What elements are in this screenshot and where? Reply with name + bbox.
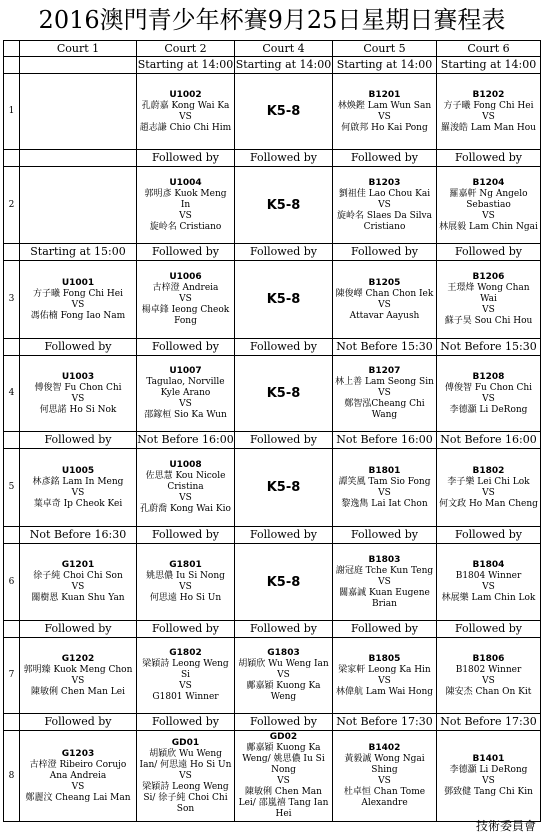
match-cell [437,638,541,714]
versus-label: VS [71,299,85,310]
time-info-cell: Followed by [333,150,437,167]
match-cell [137,356,235,432]
time-info-cell: Followed by [235,339,333,356]
player-two: 何思諾 Ho Si Nok [39,404,117,415]
match-cell [333,731,437,822]
match-row [4,544,541,621]
match-cell [437,449,541,527]
player-one: 劉祖佳 Lao Chou Kai [338,188,431,199]
match-code: B1804 [472,560,505,570]
time-info-cell: Starting at 14:00 [437,57,541,74]
row-number: 4 [4,356,20,432]
match-code: B1206 [472,272,505,282]
time-info-cell: Followed by [20,714,137,731]
time-info-cell: Followed by [235,150,333,167]
info-gutter-cell [4,150,20,167]
time-info-cell: Followed by [437,621,541,638]
match-cell [437,74,541,150]
match-cell [437,167,541,244]
time-info-cell: Not Before 15:30 [333,339,437,356]
player-one: 古梓澄 Andreia [152,283,219,293]
match-code: B1207 [368,366,401,376]
match-cell [137,167,235,244]
time-info-cell: Starting at 14:00 [235,57,333,74]
court-header: Court 5 [333,41,437,57]
time-info-row [4,57,541,74]
versus-label: VS [179,294,192,304]
time-info-cell: Followed by [20,621,137,638]
time-info-cell: Not Before 16:00 [137,432,235,449]
schedule-table [3,40,541,822]
match-code: GD01 [171,737,200,748]
time-info-cell: Followed by [20,432,137,449]
match-cell [333,544,437,621]
player-one: 林彥銘 Lam In Meng [32,476,124,487]
match-row [4,731,541,822]
match-code: G1803 [267,648,300,658]
versus-label: VS [378,299,391,310]
match-code: U1004 [169,177,202,188]
player-two: 林偉航 Lam Wai Hong [336,686,433,697]
versus-label: VS [482,210,495,221]
time-info-cell: Not Before 15:30 [437,339,541,356]
page-title: 2016澳門青少年杯賽9月25日星期日賽程表 [38,6,506,34]
time-info-cell: Followed by [437,150,541,167]
player-one: 黃毅誠 Wong Ngai Shing [344,754,425,775]
row-number: 6 [4,544,20,621]
time-info-cell: Not Before 16:00 [333,432,437,449]
player-two: 陳敏俐 Chen Man Lei/ 邵嵐禧 Tang Ian Hei [238,787,329,819]
versus-label: VS [71,781,85,792]
match-row [4,356,541,432]
match-cell [137,731,235,822]
match-cell [137,449,235,527]
time-info-cell: Starting at 15:00 [20,244,137,261]
player-two: 何文政 Ho Man Cheng [439,498,538,509]
match-cell [20,638,137,714]
time-info-cell: Followed by [137,244,235,261]
versus-label: VS [179,210,192,221]
match-row [4,261,541,339]
player-two: 梁穎詩 Leong Weng Si/ 徐子純 Choi Chi Son [142,781,229,814]
player-one: 謝冠庭 Tche Kun Teng [335,565,434,576]
match-cell [20,731,137,822]
match-code: GD02 [269,732,298,742]
player-one: 梁家軒 Leong Ka Hin [338,664,431,675]
player-two: 羅浚皓 Lam Man Hou [441,122,536,133]
row-number: 8 [4,731,20,822]
time-info-cell: Followed by [437,244,541,261]
time-info-cell: Followed by [137,150,235,167]
player-two: 旋岭名 Slaes Da Silva Cristiano [337,210,432,232]
match-cell [235,449,333,527]
match-cell [333,449,437,527]
match-cell [137,638,235,714]
match-cell [333,356,437,432]
match-bracket-label: K5-8 [266,292,301,307]
court-header: Court 6 [437,41,541,57]
time-info-cell: Starting at 14:00 [333,57,437,74]
player-one: 郭明臻 Kuok Meng Chon [23,664,133,675]
player-two: 林展毅 Lam Chin Ngai [439,221,538,232]
player-two: 李德灝 Li DeRong [449,404,528,415]
player-two: 黎逸雋 Lai Iat Chon [341,498,428,509]
time-info-cell: Followed by [137,621,235,638]
versus-label: VS [482,675,495,686]
versus-label: VS [179,399,192,409]
match-code: B1401 [472,754,505,764]
match-code: B1801 [368,465,401,476]
time-info-cell: Not Before 16:30 [20,527,137,544]
match-cell [333,638,437,714]
versus-label: VS [482,393,495,404]
player-one: 古梓澄 Ribeiro Corujo Ana Andreia [29,759,127,781]
match-cell [235,731,333,822]
match-code: B1802 [472,465,505,476]
player-one: B1802 Winner [455,664,522,675]
versus-label: VS [482,111,495,122]
player-one: 孔蔚嘉 Kong Wai Ka [141,100,230,111]
match-cell [235,167,333,244]
match-cell [20,167,137,244]
time-info-cell: Followed by [235,527,333,544]
player-two: 鄺嘉穎 Kuong Ka Weng [246,681,321,702]
player-one: 梁穎詩 Leong Weng Si [142,659,229,680]
time-info-cell: Followed by [235,714,333,731]
match-bracket-label: K5-8 [266,574,301,590]
player-one: 林煥鏗 Lam Wun San [337,100,432,111]
corner-cell [4,41,20,57]
match-code: G1203 [61,748,95,759]
info-gutter-cell [4,432,20,449]
info-gutter-cell [4,714,20,731]
player-two: 陳安杰 Chan On Kit [445,686,532,697]
player-two: 孔蔚喬 Kong Wai Kio [140,504,231,514]
versus-label: VS [482,487,495,498]
player-two: 邵鎵桓 Sio Ka Wun [144,410,227,420]
match-code: G1801 [169,560,202,570]
time-info-cell: Followed by [333,244,437,261]
time-info-cell: Followed by [333,527,437,544]
row-number: 7 [4,638,20,714]
match-code: G1802 [169,648,202,658]
player-two: Attavar Aayush [349,310,420,321]
info-gutter-cell [4,244,20,261]
player-one: 王璟烽 Wong Chan Wai [447,283,530,304]
player-two: 旋岭名 Cristiano [149,221,222,232]
player-two: 葉卓奇 Ip Cheok Kei [33,498,123,509]
player-one: 譚笑風 Tam Sio Fong [338,476,431,487]
match-code: B1208 [472,371,505,382]
match-row [4,449,541,527]
match-code: G1202 [61,653,95,664]
match-cell [137,74,235,150]
versus-label: VS [378,111,391,122]
versus-label: VS [71,487,85,498]
row-number: 3 [4,261,20,339]
match-cell [20,449,137,527]
match-code: B1204 [472,177,505,188]
match-code: U1002 [169,89,202,100]
match-code: B1205 [368,277,401,288]
versus-label: VS [179,493,192,503]
versus-label: VS [482,776,495,786]
match-code: U1005 [61,465,95,476]
court-header-row [4,41,541,57]
player-one: 李子樂 Lei Chi Lok [447,476,530,487]
time-info-cell: Followed by [137,339,235,356]
match-cell [137,261,235,339]
match-code: G1201 [61,560,95,570]
player-two: 鄭麗汶 Cheang Lai Man [25,792,131,803]
time-info-row [4,339,541,356]
player-one: 徐子純 Choi Chi Son [33,571,123,581]
player-two: 楊卓鋒 Ieong Cheok Fong [141,305,230,326]
match-bracket-label: K5-8 [266,104,301,119]
match-cell [437,731,541,822]
versus-label: VS [179,770,192,781]
time-info-cell: Followed by [137,714,235,731]
court-header: Court 1 [20,41,137,57]
match-cell [235,261,333,339]
player-two: 關嘉誠 Kuan Eugene Brian [339,587,430,609]
time-info-cell: Starting at 14:00 [137,57,235,74]
match-cell [437,544,541,621]
court-header: Court 2 [137,41,235,57]
player-one: B1804 Winner [455,571,522,581]
versus-label: VS [378,576,391,587]
versus-label: VS [378,199,391,210]
player-two: 鄭智泓Cheang Chi Wang [344,399,425,420]
match-code: U1006 [169,272,202,282]
player-one: 傅俊智 Fu Chon Chi [444,382,533,393]
time-info-row [4,150,541,167]
time-info-cell: Followed by [137,527,235,544]
versus-label: VS [482,582,495,592]
versus-label: VS [71,582,85,592]
match-code: U1003 [61,371,95,382]
player-two: 蘇子昊 Sou Chi Hou [444,316,533,326]
match-cell [333,261,437,339]
match-bracket-label: K5-8 [266,197,301,213]
player-one: 鄺嘉穎 Kuong Ka Weng/ 姚思儂 Iu Si Nong [242,743,325,775]
time-info-row [4,621,541,638]
time-info-cell: Not Before 17:30 [437,714,541,731]
time-info-cell: Followed by [437,527,541,544]
match-cell [20,74,137,150]
row-number: 1 [4,74,20,150]
versus-label: VS [378,776,391,786]
player-two: 鄧致健 Tang Chi Kin [444,787,533,797]
match-code: B1806 [472,653,505,664]
match-cell [437,356,541,432]
player-one: 胡穎欣 Wu Weng Ian [238,659,329,669]
match-bracket-label: K5-8 [266,386,301,401]
time-info-cell: Followed by [235,621,333,638]
match-bracket-label: K5-8 [266,480,301,495]
versus-label: VS [378,388,391,398]
match-cell [235,544,333,621]
versus-label: VS [179,681,192,691]
player-two: 何思遠 Ho Si Un [149,593,222,603]
player-one: 姚思儂 Iu Si Nong [146,571,225,581]
match-cell [235,74,333,150]
player-one: 陳俊嶧 Chan Chon Iek [335,288,434,299]
match-code: B1803 [368,554,401,565]
match-cell [20,261,137,339]
row-number: 5 [4,449,20,527]
footer-signature: 技術委員會 [475,819,536,833]
match-code: U1008 [169,460,202,470]
player-one: 胡穎欣 Wu Weng Ian/ 何思遠 Ho Si Un [139,748,232,770]
versus-label: VS [179,582,192,592]
player-one: 方子曦 Fong Chi Hei [33,288,123,299]
court-header: Court 4 [235,41,333,57]
versus-label: VS [71,393,85,404]
time-info-row [4,244,541,261]
match-cell [235,356,333,432]
time-info-row [4,527,541,544]
time-info-row [4,714,541,731]
match-cell [437,261,541,339]
row-number: 2 [4,167,20,244]
info-gutter-cell [4,527,20,544]
player-two: 陳敏俐 Chen Man Lei [31,686,125,697]
match-cell [235,638,333,714]
match-row [4,167,541,244]
time-info-cell [20,150,137,167]
match-cell [20,356,137,432]
match-row [4,74,541,150]
versus-label: VS [71,675,85,686]
player-two: 關樹恩 Kuan Shu Yan [31,593,125,603]
player-two: 林展樂 Lam Chin Lok [441,593,536,603]
info-gutter-cell [4,621,20,638]
player-two: 杜卓恒 Chan Tome Alexandre [343,787,426,808]
player-one: Tagulao, Norville Kyle Arano [146,377,225,398]
player-two: G1801 Winner [152,692,219,702]
player-one: 李德灝 Li DeRong [449,765,528,775]
match-code: U1001 [61,277,95,288]
player-one: 郭明彥 Kuok Meng In [144,188,227,210]
player-one: 方子曦 Fong Chi Hei [443,100,534,111]
time-info-cell: Followed by [333,621,437,638]
match-code: U1007 [169,366,202,376]
time-info-cell: Not Before 16:00 [437,432,541,449]
match-code: B1201 [368,89,401,100]
match-cell [20,544,137,621]
match-cell [333,74,437,150]
versus-label: VS [277,776,290,786]
info-gutter-cell [4,339,20,356]
match-code: B1202 [472,89,505,100]
info-gutter-cell [4,57,20,74]
player-one: 林上善 Lam Seong Sin [335,377,434,387]
versus-label: VS [277,670,290,680]
time-info-cell: Followed by [20,339,137,356]
time-info-cell [20,57,137,74]
versus-label: VS [482,305,495,315]
player-two: 馮佑楠 Fong Iao Nam [30,310,126,321]
time-info-cell: Not Before 17:30 [333,714,437,731]
time-info-cell: Followed by [235,244,333,261]
player-one: 傅俊智 Fu Chon Chi [34,382,122,393]
match-code: B1805 [368,653,401,664]
player-one: 佐思慧 Kou Nicole Cristina [145,471,226,492]
versus-label: VS [378,487,391,498]
player-two: 何啟邦 Ho Kai Pong [341,122,428,133]
match-code: B1402 [368,743,401,753]
match-cell [137,544,235,621]
versus-label: VS [378,675,391,686]
versus-label: VS [179,111,192,122]
player-two: 趙志謙 Chio Chi Him [139,122,232,133]
match-cell [333,167,437,244]
time-info-row [4,432,541,449]
match-row [4,638,541,714]
match-code: B1203 [368,177,401,188]
time-info-cell: Followed by [235,432,333,449]
player-one: 羅嘉軒 Ng Angelo Sebastiao [449,188,528,210]
